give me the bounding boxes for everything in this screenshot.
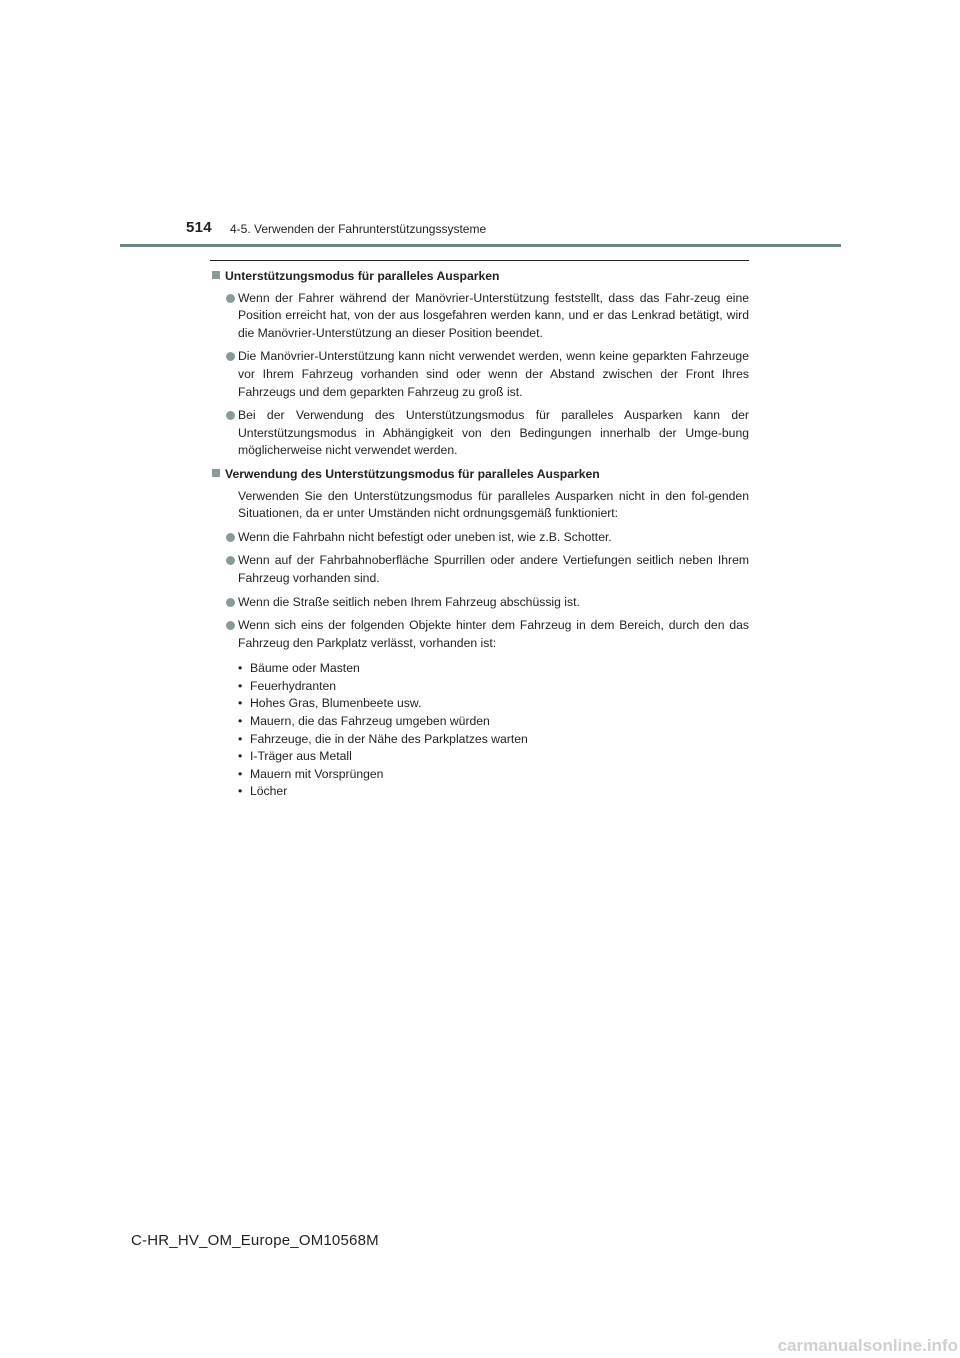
page-number: 514 (186, 219, 212, 236)
intro-paragraph: Verwenden Sie den Unterstützungsmodus für paralleles Ausparken nicht in den fol-genden Situationen, da er unter Umständen nicht ordnungsgemäß funktioniert: (238, 488, 749, 521)
sublist-item (238, 660, 749, 678)
content-rule (210, 260, 749, 261)
circle-bullet-icon (226, 294, 235, 303)
small-dot-icon: • (238, 678, 243, 693)
list-item (226, 407, 749, 460)
header-rule (120, 244, 841, 247)
circle-bullet-icon (226, 352, 235, 361)
small-dot-icon: • (238, 766, 243, 781)
watermark: carmanualsonline.info (777, 1336, 958, 1355)
list-item-text: Bei der Verwendung des Unterstützungsmodus für paralleles Ausparken kann der Unterstützungsmodus in Abhängigkeit von den Bedingungen innerhalb der Umge-bung möglicherweise nicht verwendet werden. (238, 408, 749, 458)
list-item-text: Wenn die Fahrbahn nicht befestigt oder uneben ist, wie z.B. Schotter. (238, 529, 612, 544)
section-heading (210, 268, 749, 286)
list-item-text: Wenn der Fahrer während der Manövrier-Unterstützung feststellt, dass das Fahr-zeug eine Position erreicht hat, von der aus losgefahren werden kann, und er das Lenkrad betätigt, wird die Manövrier-Unterstützung an dieser Position beendet. (238, 290, 749, 340)
circle-bullet-icon (226, 533, 235, 542)
sublist-item (238, 695, 749, 713)
list-item-text: Wenn sich eins der folgenden Objekte hinter dem Fahrzeug in dem Bereich, durch den das Fahrzeug den Parkplatz verlässt, vorhanden ist: (238, 618, 749, 650)
list-item-text: Die Manövrier-Unterstützung kann nicht verwendet werden, wenn keine geparkten Fahrzeuge vor Ihrem Fahrzeug vorhanden sind oder wenn der Abstand zwischen der Front Ihres Fahrzeugs und dem geparkten Fahrzeug zu groß ist. (238, 349, 749, 399)
list-item (226, 594, 749, 612)
list-item-text: Wenn auf der Fahrbahnoberfläche Spurrillen oder andere Vertiefungen seitlich neben Ihrem Fahrzeug vorhanden sind. (238, 553, 749, 585)
small-dot-icon: • (238, 661, 243, 676)
sublist-item-text: I-Träger aus Metall (250, 749, 352, 764)
object-sublist (238, 660, 749, 801)
sublist-item-text: Löcher (250, 784, 288, 799)
sublist-item (238, 713, 749, 731)
list-item (226, 529, 749, 547)
section-heading (210, 466, 749, 484)
section-header: 4-5. Verwenden der Fahrunterstützungssysteme (230, 222, 487, 236)
list-item (226, 290, 749, 343)
circle-bullet-icon (226, 598, 235, 607)
list-item (226, 617, 749, 652)
circle-bullet-icon (226, 411, 235, 420)
list-item (226, 348, 749, 401)
circle-bullet-icon (226, 556, 235, 565)
small-dot-icon: • (238, 731, 243, 746)
small-dot-icon: • (238, 714, 243, 729)
circle-bullet-icon (226, 621, 235, 630)
sublist-item (238, 678, 749, 696)
section-heading-text: Unterstützungsmodus für paralleles Ausparken (225, 269, 500, 283)
list-item (226, 552, 749, 587)
sublist-item-text: Mauern mit Vorsprüngen (250, 766, 384, 781)
sublist-item-text: Feuerhydranten (250, 678, 337, 693)
document-code: C-HR_HV_OM_Europe_OM10568M (131, 1232, 379, 1249)
sublist-item-text: Hohes Gras, Blumenbeete usw. (250, 696, 422, 711)
sublist-item-text: Mauern, die das Fahrzeug umgeben würden (250, 714, 490, 729)
page-content (210, 268, 749, 801)
sublist-item (238, 783, 749, 801)
square-bullet-icon (212, 469, 220, 477)
small-dot-icon: • (238, 784, 243, 799)
small-dot-icon: • (238, 696, 243, 711)
list-item-text: Wenn die Straße seitlich neben Ihrem Fahrzeug abschüssig ist. (238, 594, 580, 609)
sublist-item (238, 748, 749, 766)
sublist-item-text: Fahrzeuge, die in der Nähe des Parkplatzes warten (250, 731, 528, 746)
sublist-item-text: Bäume oder Masten (250, 661, 360, 676)
sublist-item (238, 766, 749, 784)
sublist-item (238, 731, 749, 749)
small-dot-icon: • (238, 749, 243, 764)
section-heading-text: Verwendung des Unterstützungsmodus für paralleles Ausparken (225, 466, 600, 481)
square-bullet-icon (212, 271, 220, 279)
